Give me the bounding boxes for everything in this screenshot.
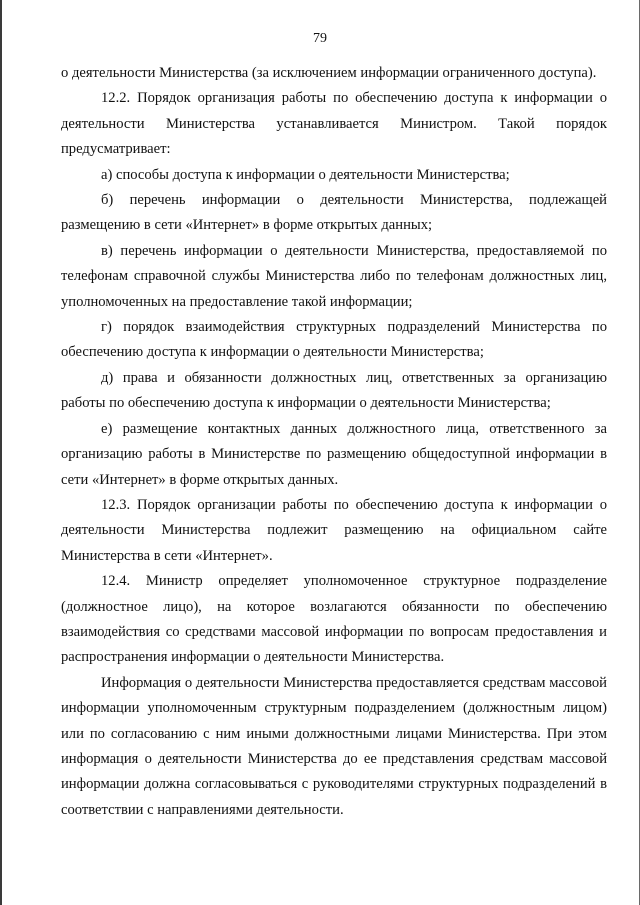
paragraph-continuation: о деятельности Министерства (за исключением информации ограниченного доступа). [61,65,597,81]
paragraph-media-info: Информация о деятельности Министерства предоставляется средствам массовой информации уполномоченным структурным подразделением (должностным лицом) или по согласованию с ним иными должностными лицами Министерства. При этом информация о деятельности Министерства до ее представления средствам массовой информации должна согласовываться с руководителями структурных подразделений в соответствии с направлениями деятельности. [61,674,607,818]
document-body [61,61,607,823]
page-number: 79 [313,31,327,46]
paragraph-12-2: 12.2. Порядок организация работы по обеспечению доступа к информации о деятельности Министерства устанавливается Министром. Такой порядок предусматривает: [61,90,607,158]
list-item-e: е) размещение контактных данных должностного лица, ответственного за организацию работы в Министерстве по размещению общедоступной информации в сети «Интернет» в форме открытых данных. [61,420,607,488]
list-item-g: г) порядок взаимодействия структурных подразделений Министерства по обеспечению доступа к информации о деятельности Министерства; [61,319,607,361]
scan-edge-left [0,0,2,905]
list-item-v: в) перечень информации о деятельности Министерства, предоставляемой по телефонам справочной службы Министерства либо по телефонам должностных лиц, уполномоченных на предоставление такой информации; [61,242,607,310]
paragraph-12-4: 12.4. Министр определяет уполномоченное структурное подразделение (должностное лицо), на которое возлагаются обязанности по обеспечению взаимодействия со средствами массовой информации по вопросам предоставления и распространения информации о деятельности Министерства. [61,573,607,666]
list-item-b: б) перечень информации о деятельности Министерства, подлежащей размещению в сети «Интернет» в форме открытых данных; [61,192,607,234]
list-item-a: а) способы доступа к информации о деятельности Министерства; [101,166,510,183]
paragraph-12-3: 12.3. Порядок организации работы по обеспечению доступа к информации о деятельности Министерства подлежит размещению на официальном сайте Министерства в сети «Интернет». [61,496,607,564]
list-item-d: д) права и обязанности должностных лиц, ответственных за организацию работы по обеспечению доступа к информации о деятельности Министерства; [61,369,607,412]
